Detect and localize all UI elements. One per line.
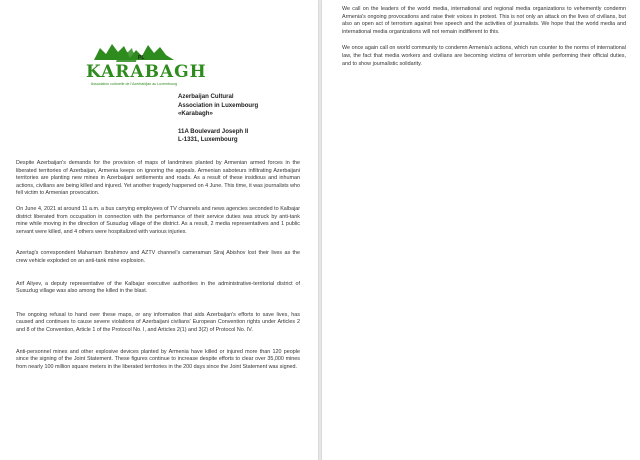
letter-page-left bbox=[0, 0, 318, 460]
letter-body-left bbox=[16, 160, 300, 371]
logo-small-text: PL bbox=[138, 55, 145, 61]
paragraph-call-on-community: We once again call on world community to condemn Armenia's actions, which run counter to the norms of international law, the fact that media workers and civilians are becoming victims of terrorism while performing their official duties, and to show journalistic solidarity. bbox=[342, 45, 626, 67]
paragraph-deputy-killed: Arif Aliyev, a deputy representative of the Kalbajar executive authorities in the administrative-territorial district of Susuzlug village was also among the killed in the blast. bbox=[16, 280, 300, 295]
paragraph-mine-maps: Despite Azerbaijan's demands for the provision of maps of landmines planted by Armenian armed forces in the liberated territories of Azerbaijan, Armenia keeps on ignoring the appeals. Armenian saboteurs infiltrating Azerbaijani territories are planting new mines in Azerbaijani settlements and roads. As a result of these insidious and inhuman actions, civilians are being killed and injured. Yet another tragedy happened on 4 June. This time, it was journalists who fell victim to Armenian provocation. bbox=[16, 160, 300, 197]
logo-subtitle: Association culturelle de l'Azerbaïdjan au Luxembourg bbox=[90, 82, 178, 86]
paragraph-call-on-media: We call on the leaders of the world media, international and regional media organizations to vehemently condemn Armenia's ongoing provocations and raise their voices in protest. This is not only an attack on the lives of civilians, but also an open act of terrorism against free speech and the activities of journalists. We hope that the world media and international media organizations will not remain indifferent to this. bbox=[342, 6, 626, 35]
org-name-line-1: Azerbaijan Cultural bbox=[178, 93, 234, 100]
paragraph-casualty-figures: Anti-personnel mines and other explosive devices planted by Armenia have killed or injured more than 120 people since the signing of the Joint Statement. These figures continue to increase despite efforts to clear over 35,000 mines from nearly 100 million square meters in the liberated territories in the 200 days since the Joint Statement was signed. bbox=[16, 348, 300, 370]
paragraph-bus-incident: On June 4, 2021 at around 11 a.m. a bus carrying employees of TV channels and news agencies seconded to Kalbajar district liberated from occupation in connection with the performance of their service duties was struck by anti-tank mine while moving in the direction of Susuzlug village of the district. As a result, 2 media representatives and 1 public servant were killed, and 4 others were hospitalized with various injuries. bbox=[16, 205, 300, 235]
logo-wordmark: KARABAGH bbox=[86, 62, 207, 82]
karabagh-logo bbox=[86, 36, 207, 92]
letter-page-right bbox=[322, 0, 640, 460]
address-line-1: 11A Boulevard Joseph II bbox=[178, 127, 249, 135]
org-name-line-3: «Karabagh» bbox=[178, 110, 213, 118]
sender-address-block bbox=[178, 93, 288, 145]
paragraph-convention-violations: The ongoing refusal to hand over these maps, or any information that aids Azerbaijan's efforts to save lives, has caused and continues to cause severe violations of Azerbaijani civilians' European Convention rights under Articles 2 and 8 of the Convention, Article 1 of the Protocol No. I, and Articles 2(1) and 3(2) of Protocol No. IV. bbox=[16, 311, 300, 333]
letter-body-right bbox=[342, 6, 626, 68]
org-name-line-2: Association in Luxembourg bbox=[178, 101, 259, 109]
address-line-2: L-1331, Luxembourg bbox=[178, 136, 238, 144]
paragraph-journalists-killed: Azertag's correspondent Maharram Ibrahimov and AZTV channel's cameraman Siraj Abishov lost their lives as the crew vehicle exploded on an anti-tank mine explosion. bbox=[16, 250, 300, 264]
